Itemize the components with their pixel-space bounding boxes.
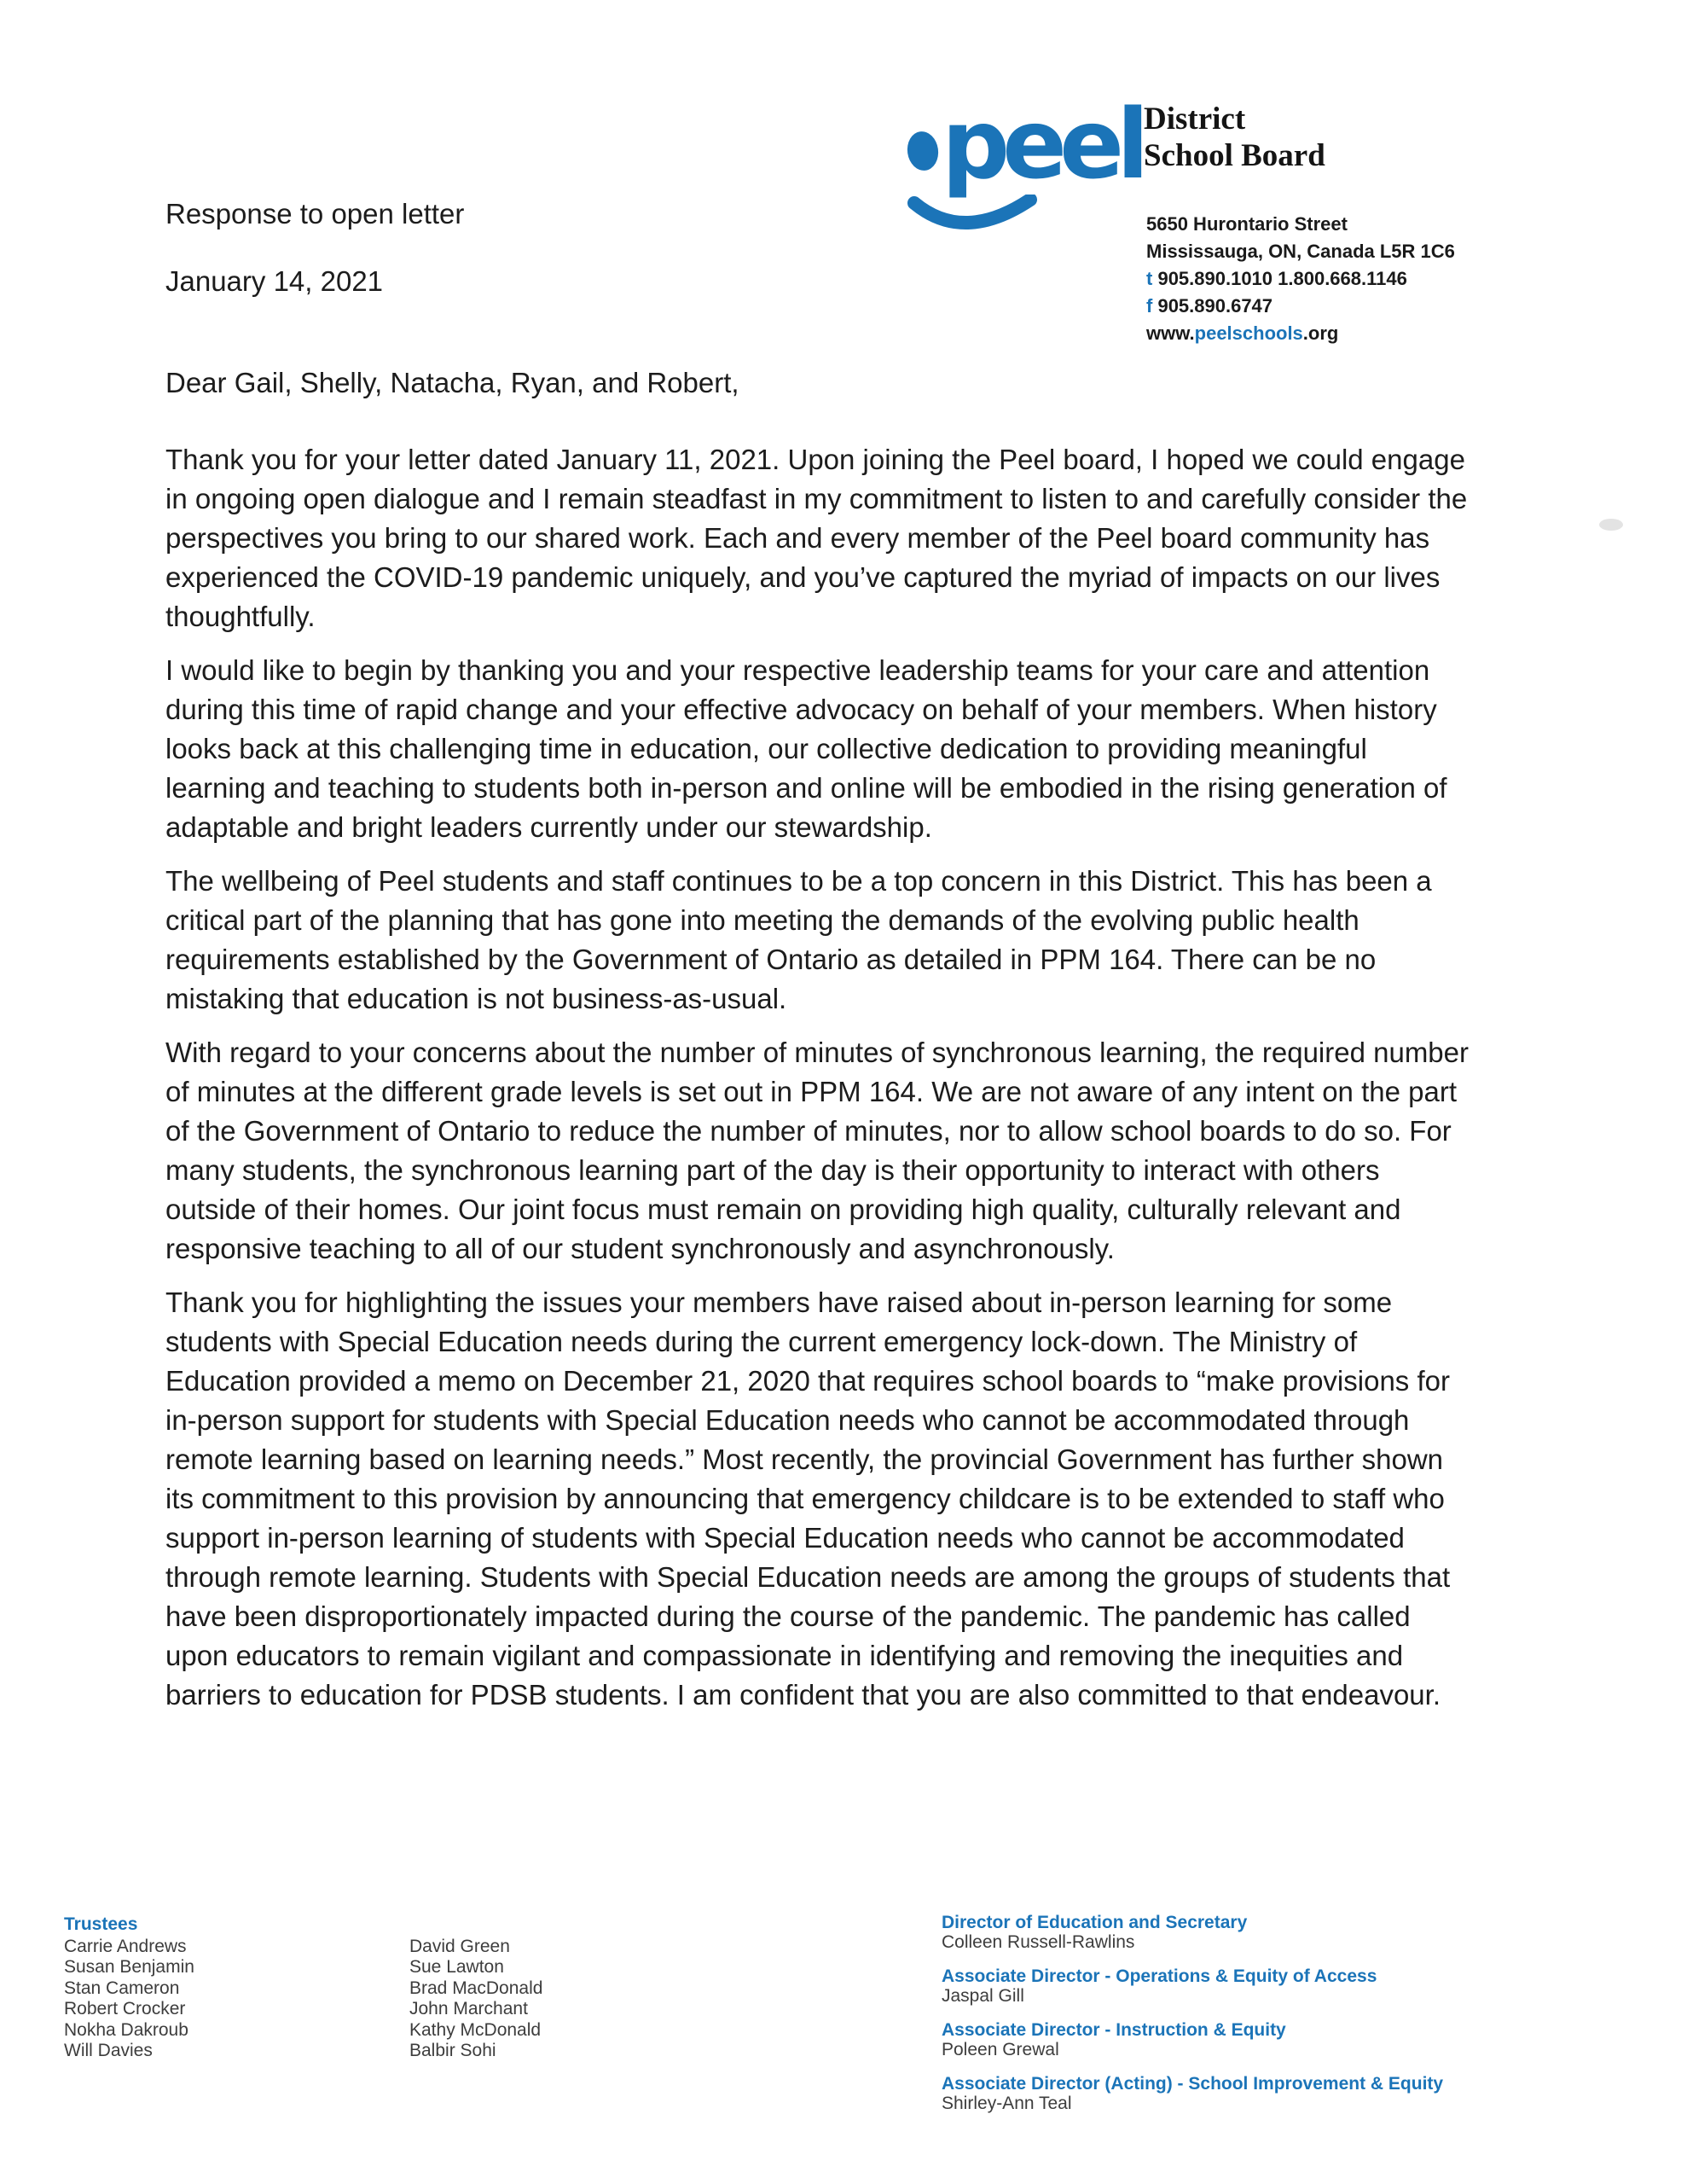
trustee-name: Sue Lawton [409,1957,504,1977]
director-name: Shirley-Ann Teal [942,2094,1072,2113]
org-name-line2: School Board [1144,138,1325,173]
fax-line [1146,293,1455,320]
logo-wordmark: peel [942,90,1142,200]
phone-line [1146,265,1455,293]
paragraph-3: The wellbeing of Peel students and staff continues to be a top concern in this District. This has been a critical part of the planning that has gone into meeting the demands of the evolving public health requirements established by the Government of Ontario as detailed in PPM 164. There can be no mistaking that education is not business-as-usual. [165,865,1432,1014]
salutation: Dear Gail, Shelly, Natacha, Ryan, and Robert, [165,367,739,398]
director-title: Associate Director - Instruction & Equity [942,2020,1286,2040]
phone-numbers: 905.890.1010 1.800.668.1146 [1157,268,1407,289]
peel-logo [897,85,1153,247]
fax-prefix: f [1146,295,1153,317]
paragraph-2: I would like to begin by thanking you and your respective leadership teams for your care and attention during this time of rapid change and your effective advocacy on behalf of your members. When history looks back at this challenging time in education, our collective dedication to providing meaningful learning and teaching to students both in-person and online will be embodied in the rising generation of adaptable and bright leaders currently under our stewardship. [165,654,1447,843]
trustee-name: Balbir Sohi [409,2041,496,2060]
trustee-name: Kathy McDonald [409,2019,542,2040]
trustee-name: David Green [409,1936,510,1956]
letter-body [165,363,1469,1729]
director-item [942,2020,1649,2059]
logo-smile-icon [904,195,1041,244]
org-name-line1: District [1144,102,1246,136]
logo-dot-icon [905,130,941,173]
website-line [1146,320,1455,347]
website-name: peelschools [1194,322,1303,344]
trustee-name: Will Davies [64,2041,153,2060]
director-item [942,1913,1649,1952]
director-title: Associate Director (Acting) - School Improvement & Equity [942,2074,1444,2094]
trustee-name: Brad MacDonald [409,1978,543,1998]
director-name: Colleen Russell-Rawlins [942,1932,1135,1952]
trustee-name: Nokha Dakroub [64,2019,188,2040]
paragraph-4: With regard to your concerns about the number of minutes of synchronous learning, the required number of minutes at the different grade levels is set out in PPM 164. We are not aware of any intent on the part of the Government of Ontario to reduce the number of minutes, nor to allow school boards to do so. For many students, the synchronous learning part of the day is their opportunity to interact with others outside of their homes. Our joint focus must remain on providing high quality, culturally relevant and responsive teaching to all of our student synchronously and asynchronously. [165,1037,1470,1264]
director-title: Director of Education and Secretary [942,1913,1248,1932]
director-item [942,2074,1649,2113]
trustee-name: Carrie Andrews [64,1936,187,1956]
director-title: Associate Director - Operations & Equity of Access [942,1966,1377,1986]
address-street: 5650 Hurontario Street [1146,213,1348,235]
website-suffix: .org [1302,322,1339,344]
scan-artifact [1599,519,1623,531]
trustees-label: Trustees [64,1914,138,1934]
trustees-column-1 [64,1937,409,2062]
date-line: January 14, 2021 [165,265,384,297]
trustee-name: Robert Crocker [64,1999,186,2018]
director-name: Jaspal Gill [942,1986,1024,2006]
trustee-name: John Marchant [409,1999,528,2018]
director-item [942,1966,1649,2006]
address-city: Mississauga, ON, Canada L5R 1C6 [1146,241,1455,262]
trustees-column-2 [409,1937,542,2062]
trustee-name: Stan Cameron [64,1978,180,1998]
director-name: Poleen Grewal [942,2040,1059,2059]
trustee-columns [64,1937,542,2062]
fax-number: 905.890.6747 [1157,295,1273,317]
org-name [1144,101,1325,174]
org-address-block [1146,211,1455,347]
trustees-block [64,1914,542,2062]
phone-prefix: t [1146,268,1153,289]
directors-block [942,1913,1649,2128]
paragraph-5: Thank you for highlighting the issues your members have raised about in-person learning for some students with Special Education needs during the current emergency lock-down. The Ministry of Education provided a memo on December 21, 2020 that requires school boards to “make provisions for in-person support for students with Special Education needs who cannot be accommodated through remote learning based on learning needs.” Most recently, the provincial Government has further shown its commitment to this provision by announcing that emergency childcare is to be extended to staff who support in-person learning of students with Special Education needs who cannot be accommodated through remote learning. Students with Special Education needs are among the groups of students that have been disproportionately impacted during the course of the pandemic. The pandemic has called upon educators to remain vigilant and compassionate in identifying and removing the inequities and barriers to education for PDSB students. I am confident that you are also committed to that endeavour. [165,1287,1451,1711]
subject-line: Response to open letter [165,198,465,229]
website-prefix: www. [1146,322,1195,344]
paragraph-1: Thank you for your letter dated January 11, 2021. Upon joining the Peel board, I hoped we could engage in ongoing open dialogue and I remain steadfast in my commitment to listen to and carefully consider the perspectives you bring to our shared work. Each and every member of the Peel board community has experienced the COVID-19 pandemic uniquely, and you’ve captured the myriad of impacts on our lives thoughtfully. [165,444,1468,632]
trustee-name: Susan Benjamin [64,1957,194,1977]
